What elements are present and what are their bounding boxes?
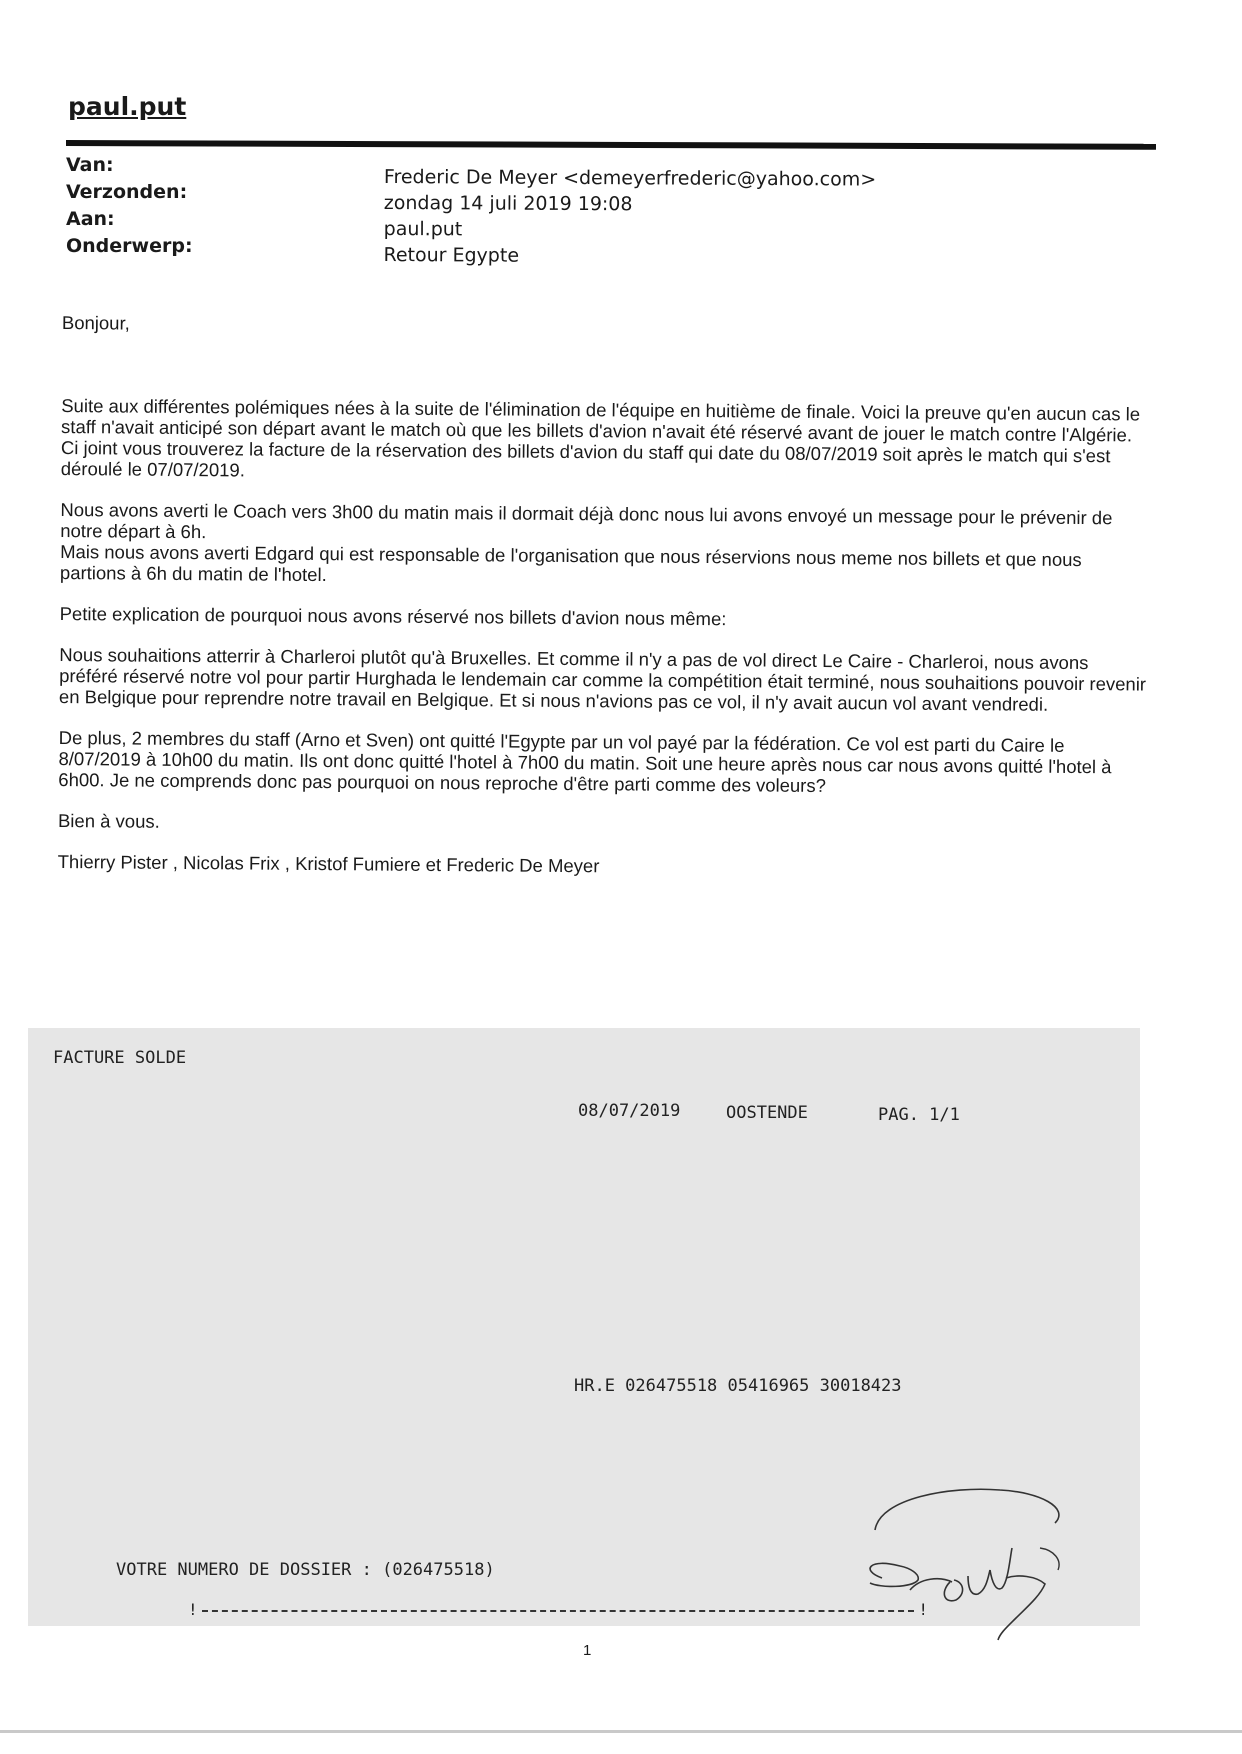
email-account-title: paul.put bbox=[68, 92, 187, 121]
email-header-values bbox=[383, 164, 876, 271]
subject-label: Onderwerp: bbox=[66, 235, 193, 257]
email-paragraph: Petite explication de pourquoi nous avons réservé nos billets d'avion nous même: bbox=[59, 602, 727, 630]
sent-label: Verzonden: bbox=[66, 181, 188, 203]
invoice-city: OOSTENDE bbox=[726, 1103, 808, 1123]
invoice-reference: HR.E 026475518 05416965 30018423 bbox=[574, 1376, 902, 1396]
header-divider bbox=[66, 140, 1156, 150]
email-header-labels bbox=[66, 152, 193, 260]
invoice-dashed-border bbox=[188, 1600, 928, 1619]
email-paragraph: Suite aux différentes polémiques nées à la suite de l'élimination de l'équipe en huitième de finale. Voici la preuve qu'en aucun cas le staff n'avait anticipé son départ avant le match où que les billets d'avion n'avait été réservé avant de jouer le match contre l'Algérie. bbox=[61, 394, 1141, 446]
email-paragraph: Nous avons averti le Coach vers 3h00 du matin mais il dormait déjà donc nous lui avons envoyé un message pour le prévenir de notre départ à 6h. bbox=[60, 498, 1113, 543]
email-signatories: Thierry Pister , Nicolas Frix , Kristof Fumiere et Frederic De Meyer bbox=[57, 850, 600, 877]
sent-value: zondag 14 juli 2019 19:08 bbox=[383, 191, 633, 216]
to-label: Aan: bbox=[66, 208, 115, 230]
email-paragraph: Ci joint vous trouverez la facture de la réservation des billets d'avion du staff qui date du 08/07/2019 soit après le match qui s'est déroulé le 07/07/2019. bbox=[60, 436, 1111, 481]
email-body bbox=[57, 312, 1152, 901]
email-paragraph: Nous souhaitions atterrir à Charleroi plutôt qu'à Bruxelles. Et comme il n'y a pas de vol direct Le Caire - Charleroi, nous avons préféré réservé notre vol pour partir Hurghada le lendemain car comme la compétition était terminé, nous souhaitions pouvoir revenir en Belgique pour reprendre notre travail en Belgique. Et si nous n'avions pas ce vol, il n'y avait aucun vol avant vendredi. bbox=[58, 643, 1147, 715]
subject-value: Retour Egypte bbox=[383, 243, 520, 267]
border-left-mark: ! bbox=[188, 1600, 198, 1619]
invoice-title: FACTURE SOLDE bbox=[53, 1048, 187, 1068]
invoice-page-count: PAG. 1/1 bbox=[878, 1105, 960, 1125]
dash-line bbox=[202, 1610, 914, 1612]
scan-edge-line bbox=[0, 1730, 1242, 1733]
invoice-dossier-number: VOTRE NUMERO DE DOSSIER : (026475518) bbox=[116, 1560, 495, 1580]
to-value: paul.put bbox=[383, 217, 463, 241]
from-label: Van: bbox=[66, 154, 114, 176]
email-paragraph: Mais nous avons averti Edgard qui est responsable de l'organisation que nous réservions nous meme nos billets et que nous partions à 6h du matin de l'hotel. bbox=[59, 540, 1082, 586]
email-greeting: Bonjour, bbox=[61, 312, 130, 334]
email-closing: Bien à vous. bbox=[57, 809, 160, 832]
invoice-date: 08/07/2019 bbox=[578, 1101, 681, 1121]
email-paragraph: De plus, 2 membres du staff (Arno et Sven) ont quitté l'Egypte par un vol payé par la fédération. Ce vol est parti du Caire le 8/07/2019 à 10h00 du matin. Ils ont donc quitté l'hotel à 7h00 du matin. Soit une heure après nous car nous avons quitté l'hotel à 6h00. Je ne comprends donc pas pourquoi on nous reproche d'être parti comme des voleurs? bbox=[58, 726, 1112, 797]
handwritten-signature bbox=[840, 1478, 1120, 1648]
border-right-mark: ! bbox=[918, 1600, 928, 1619]
page-number: 1 bbox=[583, 1642, 592, 1659]
from-value: Frederic De Meyer <demeyerfrederic@yahoo.com> bbox=[383, 165, 877, 191]
